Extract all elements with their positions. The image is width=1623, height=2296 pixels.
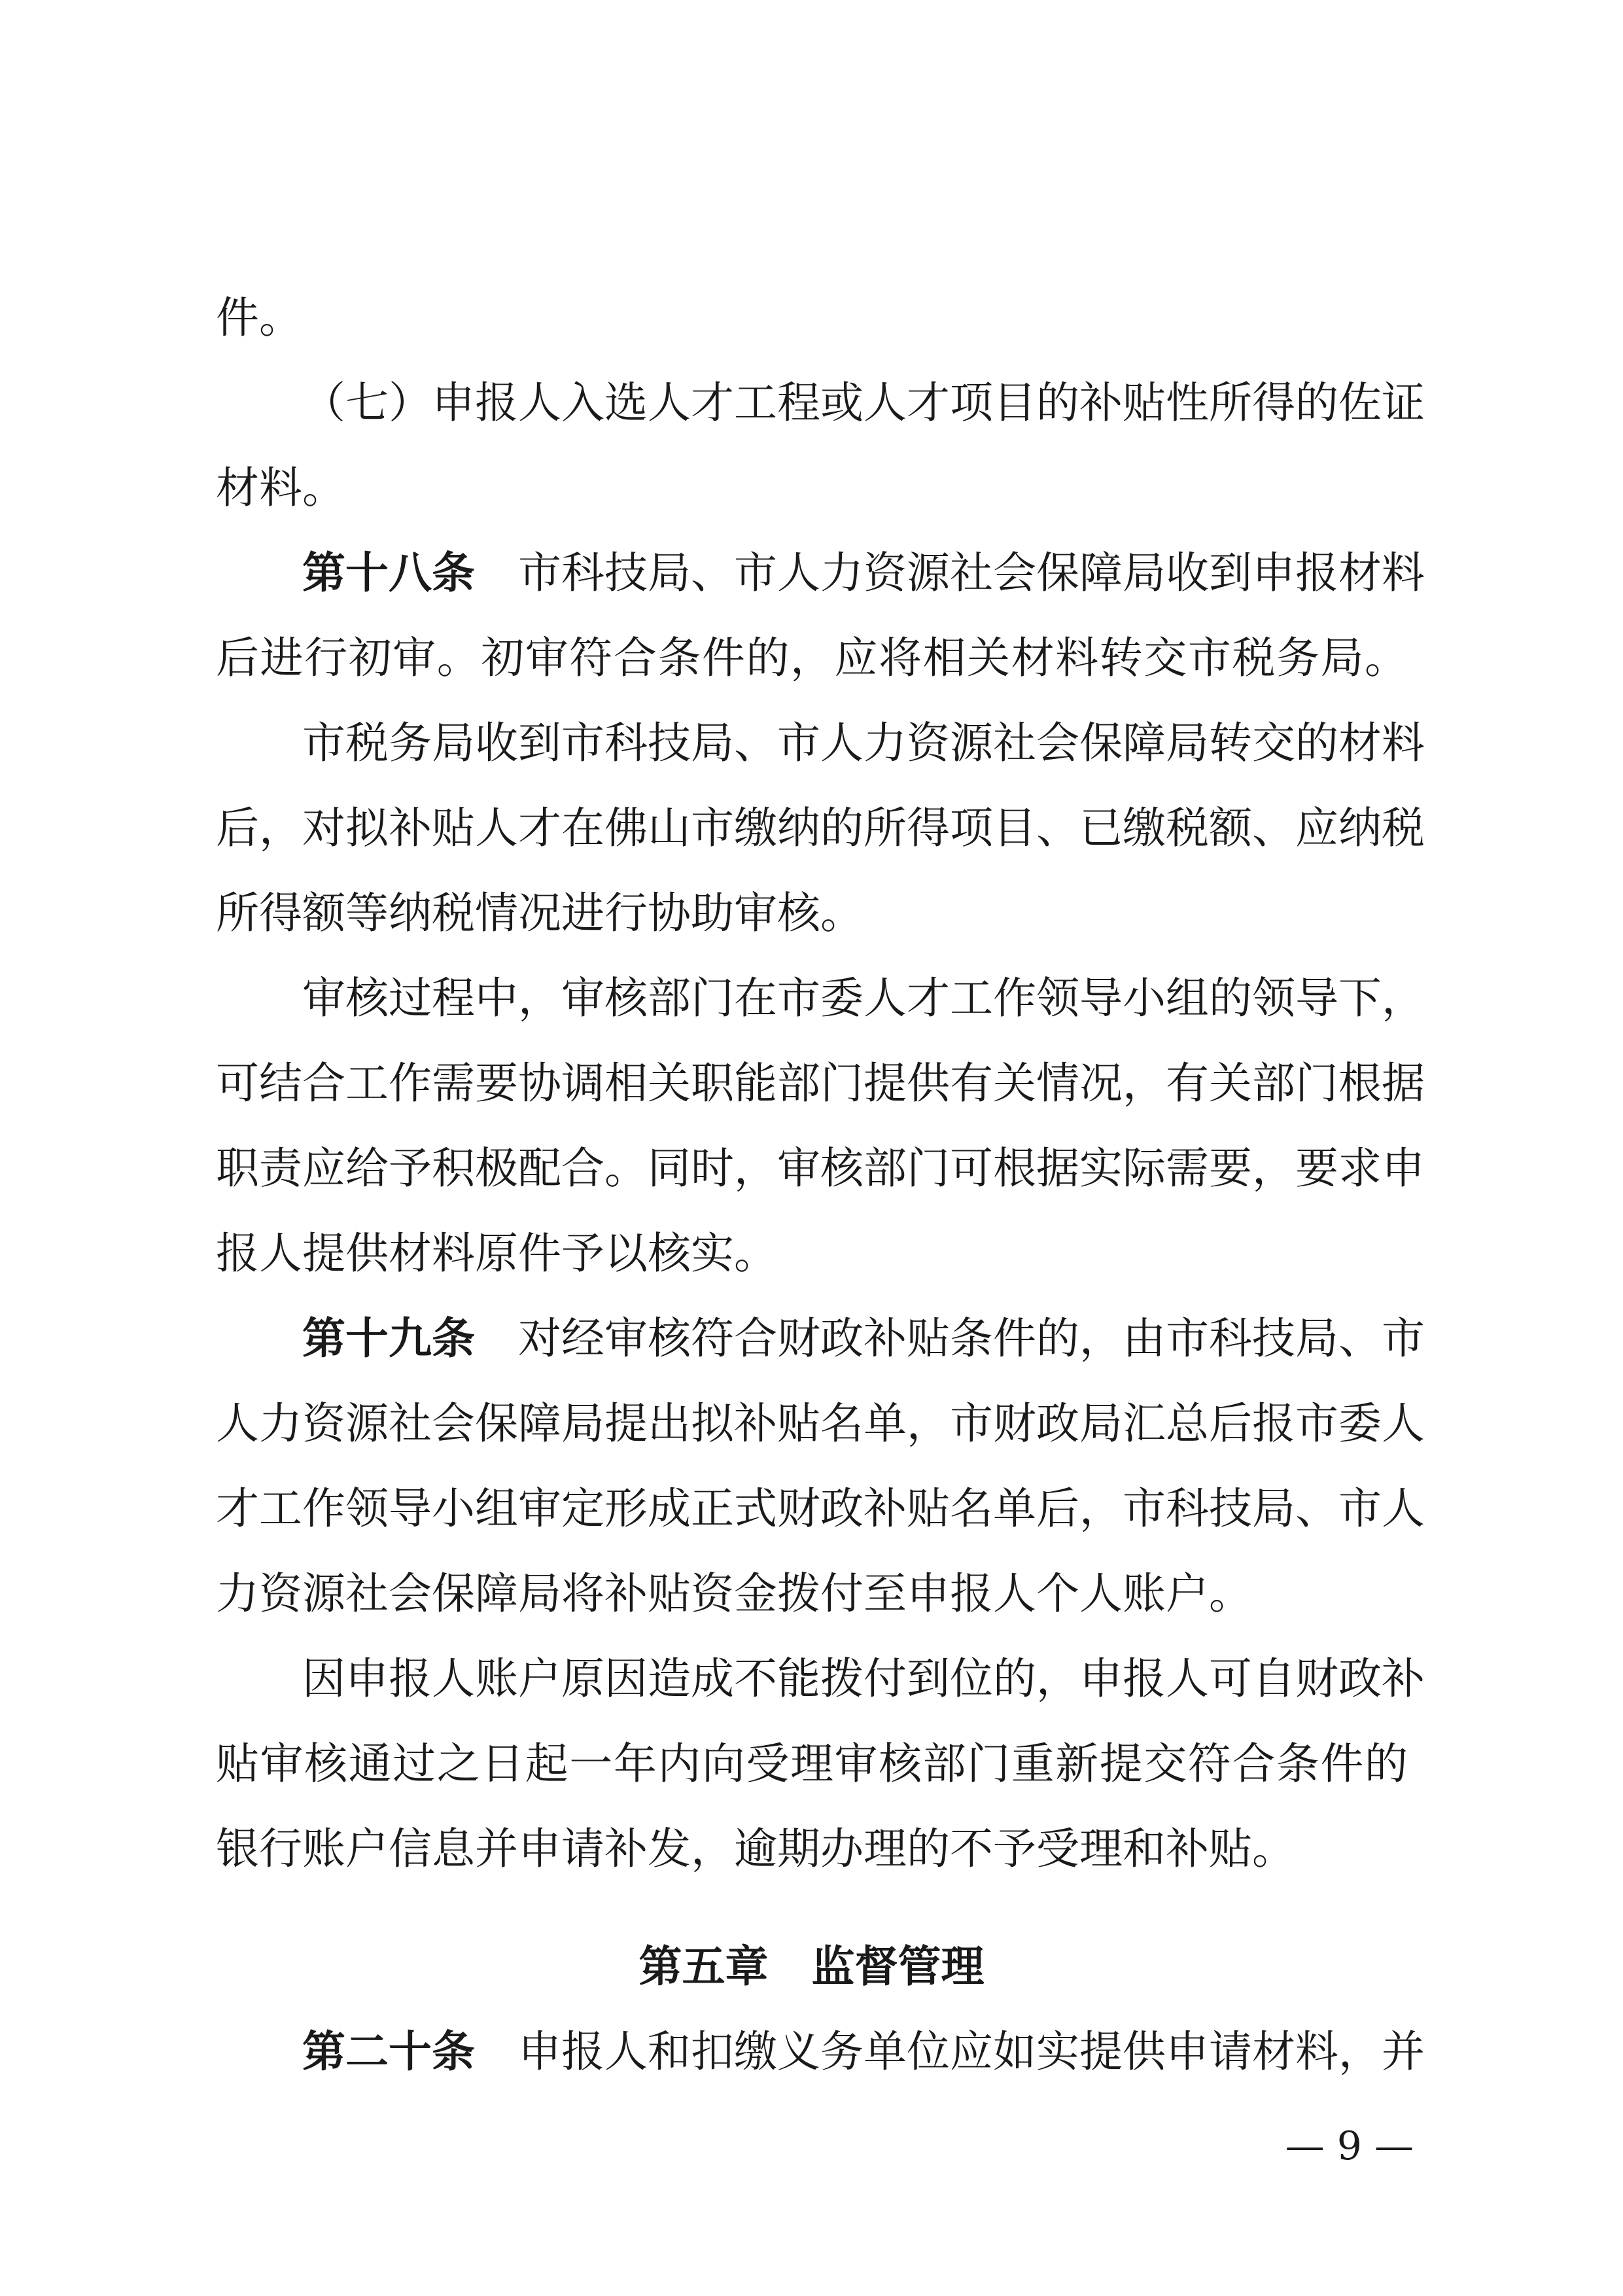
article-text: 对经审核符合财政补贴条件的，由市科技局、市	[518, 1313, 1425, 1364]
article-text: 市科技局、市人力资源社会保障局收到申报材料	[518, 548, 1425, 598]
article-heading: 第二十条	[302, 2026, 475, 2077]
paragraph-line: 可结合工作需要协调相关职能部门提供有关情况，有关部门根据	[216, 1058, 1425, 1108]
paragraph-line: 件。	[216, 292, 302, 343]
article-18-line	[302, 547, 1425, 599]
paragraph-line: 人力资源社会保障局提出拟补贴名单，市财政局汇总后报市委人	[216, 1398, 1425, 1449]
paragraph-line: 才工作领导小组审定形成正式财政补贴名单后，市科技局、市人	[216, 1483, 1425, 1534]
article-text: 申报人和扣缴义务单位应如实提供申请材料，并	[518, 2026, 1425, 2077]
article-20-line	[302, 2026, 1425, 2078]
article-heading: 第十九条	[302, 1313, 475, 1364]
paragraph-line: 因申报人账户原因造成不能拨付到位的，申报人可自财政补	[302, 1653, 1425, 1704]
paragraph-line: 市税务局收到市科技局、市人力资源社会保障局转交的材料	[302, 718, 1425, 768]
paragraph-line: （七）申报人入选人才工程或人才项目的补贴性所得的佐证	[302, 378, 1425, 428]
page-number: — 9 —	[1285, 2123, 1414, 2169]
paragraph-line: 力资源社会保障局将补贴资金拨付至申报人个人账户。	[216, 1568, 1252, 1619]
article-19-line	[302, 1313, 1425, 1365]
paragraph-line: 审核过程中，审核部门在市委人才工作领导小组的领导下，	[302, 973, 1425, 1023]
article-heading: 第十八条	[302, 548, 475, 598]
paragraph-line: 后，对拟补贴人才在佛山市缴纳的所得项目、已缴税额、应纳税	[216, 803, 1425, 853]
paragraph-line: 职责应给予积极配合。同时，审核部门可根据实际需要，要求申	[216, 1143, 1425, 1193]
paragraph-line: 银行账户信息并申请补发，逾期办理的不予受理和补贴。	[216, 1824, 1295, 1874]
paragraph-line: 报人提供材料原件予以核实。	[216, 1228, 777, 1279]
paragraph-line: 后进行初审。初审符合条件的，应将相关材料转交市税务局。	[216, 633, 1408, 683]
paragraph-line: 所得额等纳税情况进行协助审核。	[216, 888, 864, 938]
paragraph-line: 材料。	[216, 463, 345, 513]
chapter-heading: 第五章 监督管理	[638, 1941, 985, 1992]
paragraph-line: 贴审核通过之日起一年内向受理审核部门重新提交符合条件的	[216, 1739, 1408, 1789]
